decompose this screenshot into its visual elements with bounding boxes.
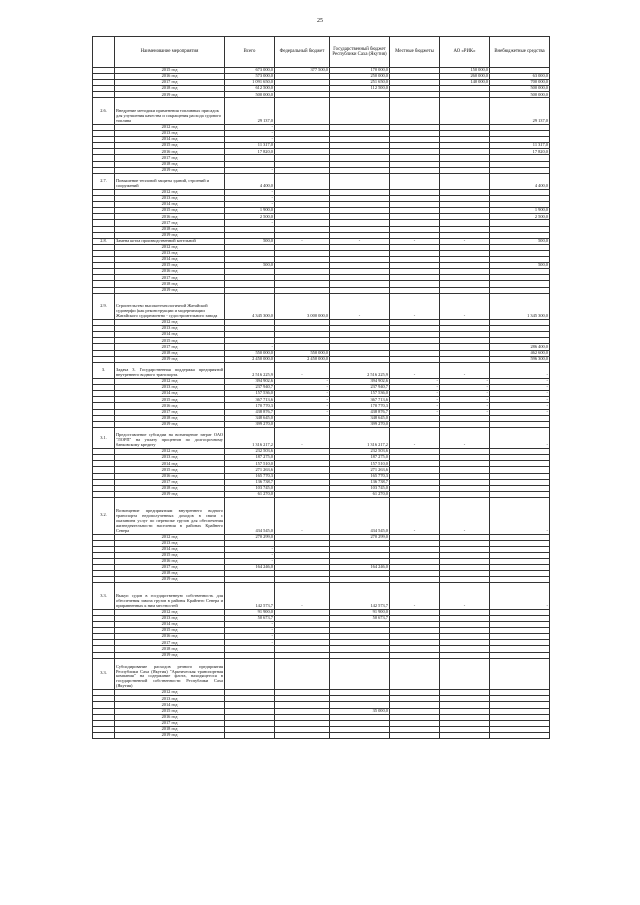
cell-year: 2018 год	[115, 646, 225, 652]
cell-number: 3.1.	[93, 427, 115, 448]
cell-total: 2 450 000,0	[225, 356, 275, 362]
cell-total: 438 876,7	[225, 409, 275, 415]
cell-federal	[275, 173, 330, 189]
cell-year: 2013 год	[115, 455, 225, 461]
cell-year: 2014 год	[115, 391, 225, 397]
cell-rik: -	[440, 293, 490, 320]
cell-federal: -	[275, 238, 330, 244]
cell-total	[225, 732, 275, 738]
cell-rik: 150 000,0	[440, 68, 490, 74]
cell-rik: -	[440, 379, 490, 385]
cell-total: 165 770,3	[225, 473, 275, 479]
cell-year: 2016 год	[115, 149, 225, 155]
cell-federal: -	[275, 385, 330, 391]
cell-offbudget: 29 137,0	[490, 98, 550, 125]
table-row	[93, 732, 550, 738]
cell-rik: -	[440, 403, 490, 409]
cell-offbudget: -	[490, 385, 550, 391]
cell-year: 2017 год	[115, 220, 225, 226]
cell-year: 2017 год	[115, 80, 225, 86]
cell-republic	[330, 658, 390, 690]
cell-year: 2014 год	[115, 702, 225, 708]
cell-total: 61 270,0	[225, 491, 275, 497]
cell-year: 2016 год	[115, 714, 225, 720]
cell-number: 2.9.	[93, 293, 115, 320]
cell-republic: 157 536,0	[330, 391, 390, 397]
cell-rik: -	[440, 409, 490, 415]
cell-rik: -	[440, 427, 490, 448]
table-body	[93, 68, 550, 739]
cell-year: 2017 год	[115, 640, 225, 646]
table-item-row	[93, 658, 550, 690]
cell-year: 2012 год	[115, 320, 225, 326]
cell-republic: 35 000,0	[330, 708, 390, 714]
cell-offbudget	[490, 732, 550, 738]
cell-total: -	[225, 634, 275, 640]
cell-offbudget: -	[490, 391, 550, 397]
cell-republic: 170 770,3	[330, 403, 390, 409]
cell-total: 270 299,0	[225, 534, 275, 540]
cell-total: 500 000,0	[225, 92, 275, 98]
cell-total: 164 246,0	[225, 565, 275, 571]
cell-rik: -	[440, 362, 490, 378]
cell-year: 2012 год	[115, 379, 225, 385]
cell-republic: 170 000,0	[330, 68, 390, 74]
cell-republic: 164 246,0	[330, 565, 390, 571]
cell-federal: -	[275, 397, 330, 403]
cell-year: 2013 год	[115, 250, 225, 256]
cell-total: 399 270,0	[225, 421, 275, 427]
cell-offbudget: 17 820,0	[490, 149, 550, 155]
cell-total	[225, 658, 275, 690]
cell-year: 2015 год	[115, 552, 225, 558]
cell-activity-name: Субсидирование расходов речного предприятия Республики Саха (Якутия) "Арктическая транспортная компания" на содержание флота, находящегося в государственной собственности Республики Саха (Якутия)	[115, 658, 225, 690]
cell-federal: 2 450 000,0	[275, 356, 330, 362]
cell-year: 2013 год	[115, 615, 225, 621]
cell-year: 2014 год	[115, 461, 225, 467]
cell-total: -	[225, 124, 275, 130]
cell-activity-name: Внедрение методики применения топливных присадок для улучшения качества и сокращения расхода судового топлива	[115, 98, 225, 125]
cell-total: 1 091 650,0	[225, 80, 275, 86]
cell-local: -	[390, 385, 440, 391]
cell-total: 157 536,0	[225, 391, 275, 397]
table-item-row	[93, 362, 550, 378]
cell-year: 2015 год	[115, 708, 225, 714]
cell-rik	[440, 98, 490, 125]
cell-rik: -	[440, 583, 490, 610]
cell-offbudget: 462 600,0	[490, 350, 550, 356]
cell-federal: -	[275, 427, 330, 448]
cell-year: 2015 год	[115, 263, 225, 269]
cell-offbudget: -	[490, 403, 550, 409]
cell-republic: 2 516 225,9	[330, 362, 390, 378]
cell-rik	[440, 173, 490, 189]
table-item-row	[93, 497, 550, 534]
cell-federal: 3 000 000,0	[275, 293, 330, 320]
col-header-total: Всего	[225, 37, 275, 68]
cell-republic: 165 770,3	[330, 473, 390, 479]
cell-year: 2012 год	[115, 609, 225, 615]
cell-year: 2015 год	[115, 208, 225, 214]
cell-total: -	[225, 622, 275, 628]
cell-republic: 136 738,7	[330, 479, 390, 485]
cell-local: -	[390, 238, 440, 244]
cell-republic: 348 645,0	[330, 415, 390, 421]
cell-republic: 157 510,0	[330, 461, 390, 467]
cell-local: -	[390, 362, 440, 378]
cell-local: -	[390, 397, 440, 403]
cell-year: 2013 год	[115, 326, 225, 332]
cell-total: 170 770,3	[225, 403, 275, 409]
cell-total: -	[225, 131, 275, 137]
cell-local	[390, 98, 440, 125]
col-header-number	[93, 37, 115, 68]
cell-offbudget: 2 500,0	[490, 214, 550, 220]
cell-total: -	[225, 552, 275, 558]
col-header-offbudget: Внебюджетные средства	[490, 37, 550, 68]
cell-offbudget: 4 400,0	[490, 173, 550, 189]
cell-total: -	[225, 137, 275, 143]
cell-rik	[440, 658, 490, 690]
cell-republic	[330, 98, 390, 125]
cell-year: 2017 год	[115, 155, 225, 161]
cell-total: 612 500,0	[225, 86, 275, 92]
cell-republic: 103 745,0	[330, 485, 390, 491]
cell-total: -	[225, 220, 275, 226]
cell-local	[390, 173, 440, 189]
cell-year: 2018 год	[115, 571, 225, 577]
cell-federal	[275, 732, 330, 738]
cell-offbudget: 500 000,0	[490, 92, 550, 98]
cell-year: 2016 год	[115, 269, 225, 275]
cell-total: 394 902,6	[225, 379, 275, 385]
cell-year: 2016 год	[115, 634, 225, 640]
cell-year: 2017 год	[115, 565, 225, 571]
cell-offbudget: -	[490, 379, 550, 385]
cell-republic: 271 263,6	[330, 467, 390, 473]
cell-number: 2.6.	[93, 98, 115, 125]
cell-local	[390, 732, 440, 738]
cell-activity-name: Возмещение предприятиям внутреннего водного транспорта недополученных доходов в связи с оказанием услуг по перевозке грузов для обеспечения жизнедеятельности населения в районах Крайнего Севера	[115, 497, 225, 534]
cell-year: 2018 год	[115, 281, 225, 287]
cell-year: 2014 год	[115, 257, 225, 263]
cell-total: 500,0	[225, 263, 275, 269]
cell-offbudget: -	[490, 397, 550, 403]
cell-year: 2019 год	[115, 421, 225, 427]
cell-total: -	[225, 628, 275, 634]
cell-total: 136 738,7	[225, 479, 275, 485]
document-page	[92, 36, 549, 739]
cell-total: 1 316 217,2	[225, 427, 275, 448]
cell-year: 2017 год	[115, 275, 225, 281]
cell-republic: -	[330, 293, 390, 320]
cell-local: -	[390, 427, 440, 448]
cell-republic: 237 940,7	[330, 385, 390, 391]
cell-year: 2016 год	[115, 403, 225, 409]
cell-year: 2014 год	[115, 202, 225, 208]
cell-total: -	[225, 167, 275, 173]
cell-year: 2018 год	[115, 350, 225, 356]
cell-year: 2012 год	[115, 190, 225, 196]
cell-year: 2013 год	[115, 131, 225, 137]
cell-republic: 399 270,0	[330, 421, 390, 427]
cell-offbudget: 500,0	[490, 238, 550, 244]
cell-federal: -	[275, 583, 330, 610]
cell-year: 2013 год	[115, 196, 225, 202]
cell-year: 2018 год	[115, 415, 225, 421]
page-number: 25	[317, 18, 323, 24]
cell-local: -	[390, 391, 440, 397]
cell-total: 29 137,0	[225, 98, 275, 125]
cell-year: 2017 год	[115, 720, 225, 726]
cell-year: 2012 год	[115, 244, 225, 250]
cell-number: 3.	[93, 362, 115, 378]
cell-year: 2019 год	[115, 732, 225, 738]
cell-year: 2018 год	[115, 226, 225, 232]
cell-total: 142 573,7	[225, 583, 275, 610]
cell-federal: -	[275, 379, 330, 385]
cell-total: 434 545,0	[225, 497, 275, 534]
col-header-local: Местные бюджеты	[390, 37, 440, 68]
cell-offbudget: 596 300,0	[490, 356, 550, 362]
table-header-row	[93, 37, 550, 68]
cell-year: 2019 год	[115, 92, 225, 98]
cell-year: 2015 год	[115, 338, 225, 344]
cell-activity-name: Строительство высокотехнологичной Жатайской судоверфи (как реконструкции и модернизации Жатайского судоремонтно - судостроительного завода	[115, 293, 225, 320]
cell-year: 2015 год	[115, 143, 225, 149]
cell-total: 237 940,7	[225, 385, 275, 391]
cell-federal: -	[275, 497, 330, 534]
cell-number: 2.8.	[93, 238, 115, 244]
cell-total: 4 345 300,0	[225, 293, 275, 320]
cell-offbudget: 286 400,0	[490, 344, 550, 350]
cell-year: 2015 год	[115, 68, 225, 74]
cell-offbudget: 700 000,0	[490, 80, 550, 86]
cell-year: 2018 год	[115, 86, 225, 92]
cell-year: 2017 год	[115, 409, 225, 415]
cell-year: 2016 год	[115, 559, 225, 565]
cell-republic: 438 876,7	[330, 409, 390, 415]
cell-total: 91 900,0	[225, 609, 275, 615]
cell-year: 2016 год	[115, 214, 225, 220]
table-item-row	[93, 98, 550, 125]
cell-offbudget: -	[490, 409, 550, 415]
table-item-row	[93, 583, 550, 610]
cell-federal	[275, 658, 330, 690]
cell-offbudget: 1 345 300,0	[490, 293, 550, 320]
cell-federal: 550 000,0	[275, 350, 330, 356]
cell-total: -	[225, 190, 275, 196]
budget-table	[92, 36, 550, 739]
cell-activity-name: Задача 3. Государственная поддержка предприятий внутреннего водного транспорта.	[115, 362, 225, 378]
col-header-activity: Наименование мероприятия	[115, 37, 225, 68]
cell-local	[390, 658, 440, 690]
cell-year: 2015 год	[115, 467, 225, 473]
cell-rik: -	[440, 497, 490, 534]
cell-year: 2019 год	[115, 491, 225, 497]
cell-year: 2018 год	[115, 485, 225, 491]
cell-total: 673 000,0	[225, 68, 275, 74]
col-header-republic: Государственный бюджет Республики Саха (Якутия)	[330, 37, 390, 68]
cell-offbudget: 500 000,0	[490, 86, 550, 92]
cell-total: 348 645,0	[225, 415, 275, 421]
cell-federal: -	[275, 362, 330, 378]
cell-activity-name: Предоставление субсидии на возмещение затрат ОАО "ЛОРП" на уплату процентов по долгосрочному банковскому кредиту	[115, 427, 225, 448]
table-item-row	[93, 293, 550, 320]
cell-republic: 434 545,0	[330, 497, 390, 534]
cell-local: -	[390, 403, 440, 409]
cell-year: 2014 год	[115, 332, 225, 338]
cell-federal: -	[275, 409, 330, 415]
cell-republic: 232 503,6	[330, 449, 390, 455]
cell-year: 2017 год	[115, 344, 225, 350]
cell-year: 2013 год	[115, 696, 225, 702]
cell-year: 2019 год	[115, 167, 225, 173]
cell-total: 2 500,0	[225, 214, 275, 220]
cell-republic: 250 000,0	[330, 74, 390, 80]
cell-total: 4 400,0	[225, 173, 275, 189]
cell-republic: 270 299,0	[330, 534, 390, 540]
cell-republic: 251 650,0	[330, 80, 390, 86]
cell-year: 2014 год	[115, 622, 225, 628]
cell-total: 11 317,0	[225, 143, 275, 149]
cell-number	[93, 732, 115, 738]
cell-offbudget: -	[490, 583, 550, 610]
cell-local: -	[390, 379, 440, 385]
cell-rik: -	[440, 385, 490, 391]
cell-republic	[330, 732, 390, 738]
cell-republic: 367 713,6	[330, 397, 390, 403]
cell-rik: 140 000,0	[440, 80, 490, 86]
cell-total: -	[225, 546, 275, 552]
cell-republic: 1 316 217,2	[330, 427, 390, 448]
cell-republic: 394 902,6	[330, 379, 390, 385]
cell-total: 2 516 225,9	[225, 362, 275, 378]
cell-year: 2014 год	[115, 137, 225, 143]
cell-total: 1 900,0	[225, 208, 275, 214]
cell-total: 103 745,0	[225, 485, 275, 491]
cell-year: 2019 год	[115, 652, 225, 658]
cell-federal: 377 500,0	[275, 68, 330, 74]
cell-local: -	[390, 293, 440, 320]
col-header-federal: Федеральный бюджет	[275, 37, 330, 68]
cell-year: 2019 год	[115, 287, 225, 293]
cell-offbudget: -	[490, 362, 550, 378]
cell-total: 232 503,6	[225, 449, 275, 455]
cell-total: -	[225, 559, 275, 565]
cell-activity-name: Выкуп судов в государственную собственность для обеспечения завоза грузов в районы Крайнего Севера и приравненных к ним местностей	[115, 583, 225, 610]
cell-year: 2019 год	[115, 356, 225, 362]
cell-year: 2014 год	[115, 546, 225, 552]
cell-republic: 112 500,0	[330, 86, 390, 92]
cell-year: 2012 год	[115, 124, 225, 130]
col-header-rik: АО «РИК»	[440, 37, 490, 68]
cell-total: -	[225, 202, 275, 208]
cell-year: 2015 год	[115, 397, 225, 403]
cell-year: 2016 год	[115, 74, 225, 80]
cell-total: 500,0	[225, 238, 275, 244]
cell-federal: -	[275, 403, 330, 409]
cell-total: 157 510,0	[225, 461, 275, 467]
cell-year: 2012 год	[115, 449, 225, 455]
cell-year: 2018 год	[115, 161, 225, 167]
cell-total: 271 263,6	[225, 467, 275, 473]
cell-republic: -	[330, 238, 390, 244]
cell-local: -	[390, 583, 440, 610]
cell-total: 187 275,0	[225, 455, 275, 461]
cell-republic: 142 573,7	[330, 583, 390, 610]
cell-rik: 260 000,0	[440, 74, 490, 80]
cell-offbudget: -	[490, 427, 550, 448]
cell-republic: 61 270,0	[330, 491, 390, 497]
cell-local: -	[390, 497, 440, 534]
cell-federal: -	[275, 391, 330, 397]
cell-year: 2015 год	[115, 628, 225, 634]
cell-number: 2.7.	[93, 173, 115, 189]
cell-year: 2012 год	[115, 534, 225, 540]
cell-total: 367 713,6	[225, 397, 275, 403]
cell-local: -	[390, 409, 440, 415]
table-row	[93, 68, 550, 74]
cell-total: 17 820,0	[225, 149, 275, 155]
cell-offbudget: 63 000,0	[490, 74, 550, 80]
cell-year: 2016 год	[115, 473, 225, 479]
cell-activity-name: Замена котла производственной котельной	[115, 238, 225, 244]
cell-number: 3.2.	[93, 497, 115, 534]
cell-total: 50 673,7	[225, 615, 275, 621]
cell-offbudget	[490, 658, 550, 690]
cell-federal	[275, 98, 330, 125]
cell-offbudget: 11 317,0	[490, 143, 550, 149]
cell-total: -	[225, 640, 275, 646]
cell-total: -	[225, 344, 275, 350]
cell-number: 3.3.	[93, 583, 115, 610]
cell-year: 2019 год	[115, 232, 225, 238]
cell-total: -	[225, 196, 275, 202]
cell-republic: 50 673,7	[330, 615, 390, 621]
cell-offbudget: 500,0	[490, 263, 550, 269]
cell-rik: -	[440, 397, 490, 403]
cell-rik	[440, 732, 490, 738]
cell-year: 2013 год	[115, 385, 225, 391]
cell-number: 3.3.	[93, 658, 115, 690]
cell-year: 2013 год	[115, 540, 225, 546]
cell-year: 2018 год	[115, 726, 225, 732]
table-item-row	[93, 173, 550, 189]
cell-rik: -	[440, 238, 490, 244]
cell-offbudget: 1 900,0	[490, 208, 550, 214]
cell-republic: 91 900,0	[330, 609, 390, 615]
cell-total: 550 000,0	[225, 350, 275, 356]
cell-offbudget: -	[490, 497, 550, 534]
cell-total: 573 000,0	[225, 74, 275, 80]
cell-republic: 187 275,0	[330, 455, 390, 461]
cell-year: 2017 год	[115, 479, 225, 485]
cell-year: 2012 год	[115, 690, 225, 696]
cell-rik: -	[440, 391, 490, 397]
cell-year: 2019 год	[115, 577, 225, 583]
cell-activity-name: Повышение тепловой защиты зданий, строений и сооружений	[115, 173, 225, 189]
cell-republic	[330, 173, 390, 189]
table-item-row	[93, 427, 550, 448]
